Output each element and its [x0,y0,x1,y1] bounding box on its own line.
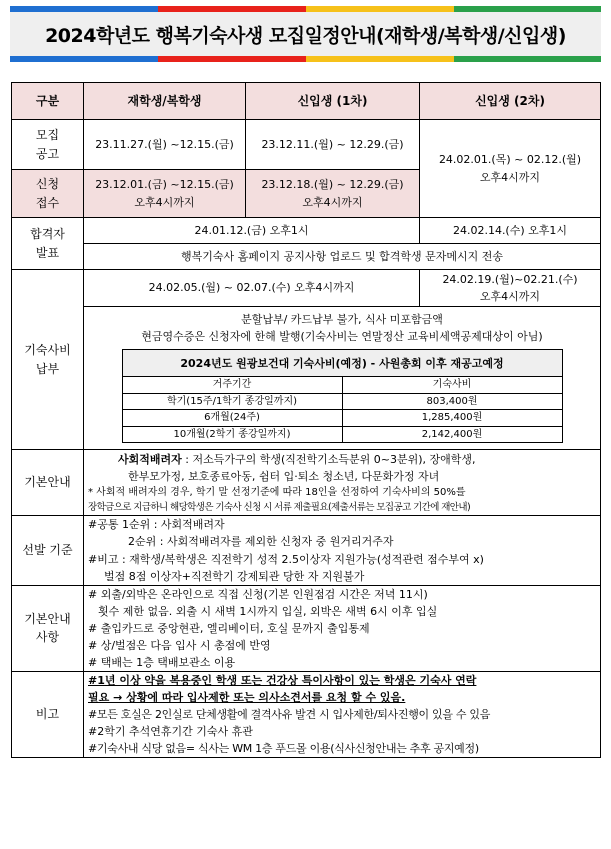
info-label: 기본안내 사항 [12,585,84,671]
result-row-1 [12,218,601,244]
table-row [122,393,562,410]
apply-label: 신청 접수 [12,170,84,218]
selection-line-4: 벌점 8점 이상자+직전학기 강제퇴관 당한 자 지원불가 [104,569,365,583]
header-freshman-1: 신입생 (1차) [246,83,420,120]
title-box [10,12,601,56]
basic-title: 사회적배려자 [118,453,182,467]
fee-note-1: 분할납부/ 카드납부 불가, 식사 미포함금액 [241,313,443,326]
selection-label: 선발 기준 [12,516,84,585]
header-returning: 재학생/복학생 [84,83,246,120]
title-banner [10,6,601,60]
fee-row-amount: 803,400원 [342,393,562,410]
fee-row-2 [12,307,601,450]
remarks-label: 비고 [12,671,84,757]
fee-details [84,307,601,450]
recruit-returning: 23.11.27.(월) ~12.15.(금) [84,120,246,170]
basic-label: 기본안내 [12,450,84,516]
fee-period-2: 24.02.19.(월)~02.21.(수) 오후4시까지 [420,270,601,307]
fee-period-1: 24.02.05.(월) ~ 02.07.(수) 오후4시까지 [84,270,420,307]
page-title: 2024학년도 행복기숙사생 모집일정안내(재학생/복학생/신입생) [45,24,566,47]
recruit-freshman-1: 23.12.11.(월) ~ 12.29.(금) [246,120,420,170]
info-line-1: # 외출/외박은 온라인으로 직접 신청(기본 인원점검 시간은 저녁 11시) [88,587,428,601]
fee-label: 기숙사비 납부 [12,270,84,450]
info-line-5: # 택배는 1층 택배보관소 이용 [88,655,236,669]
info-line-3: # 출입카드로 중앙현관, 엘리베이터, 호실 문까지 출입통제 [88,621,370,635]
fee-note-2: 현금영수증은 신청자에 한해 발행(기숙사비는 연말정산 교육비세액공제대상이 아님) [141,330,543,344]
selection-line-2: 2순위 : 사회적배려자를 제외한 신청자 중 원거리거주자 [128,535,394,549]
apply-returning: 23.12.01.(금) ~12.15.(금) 오후4시까지 [84,170,246,218]
fee-row-period: 10개월(2학기 종강일까지) [122,426,342,443]
remarks-line-3: #모든 호실은 2인실로 단체생활에 결격사유 발견 시 입사제한/퇴사진행이 있을 수 있음 [88,707,491,721]
table-row [122,426,562,443]
fee-row-amount: 1,285,400원 [342,410,562,427]
remarks-row [12,671,601,757]
fee-row-period: 6개월(24주) [122,410,342,427]
fee-table-title: 2024년도 원광보건대 기숙사비(예정) - 사원총회 이후 재공고예정 [122,350,562,377]
remarks-content [84,671,601,757]
result-label: 합격자 발표 [12,218,84,270]
basic-line-2: 한부모가정, 보호종료아동, 쉼터 입·퇴소 청소년, 다문화가정 자녀 [128,470,440,484]
apply-freshman-1: 23.12.18.(월) ~ 12.29.(금) 오후4시까지 [246,170,420,218]
fee-table-th-fee: 기숙사비 [342,377,562,394]
schedule-table [11,82,601,758]
header-category: 구분 [12,83,84,120]
selection-content [84,516,601,585]
info-content [84,585,601,671]
table-row [122,410,562,427]
remarks-line-4: #2학기 추석연휴기간 기숙사 휴관 [88,724,253,738]
fee-row-amount: 2,142,400원 [342,426,562,443]
round2-apply: 24.02.01.(목) ~ 02.12.(월) 오후4시까지 [420,120,601,218]
basic-line-4: 장학금으로 지급하니 해당학생은 기숙사 신청 시 서류 제출필요(제출서류는 모집공고 기간에 재안내) [88,501,471,513]
recruit-row [12,120,601,170]
selection-row [12,516,601,585]
basic-row [12,450,601,516]
result-date-2: 24.02.14.(수) 오후1시 [420,218,601,244]
fee-table-th-period: 거주기간 [122,377,342,394]
fee-row-period: 학기(15주/1학기 종강일까지) [122,393,342,410]
result-row-2 [12,244,601,270]
color-bar-bottom [10,56,601,62]
remarks-line-2: 필요 → 상황에 따라 입사제한 또는 의사소견서를 요청 할 수 있음. [88,690,406,704]
selection-line-1: #공통 1순위 : 사회적배려자 [88,518,225,532]
remarks-line-5: #기숙사내 식당 없음= 식사는 WM 1층 푸드몰 이용(식사신청안내는 추후 공지예정) [88,742,479,756]
info-row [12,585,601,671]
basic-line-1: : 저소득가구의 학생(직전학기소득분위 0~3분위), 장애학생, [181,453,476,467]
fee-table-header [122,377,562,394]
header-freshman-2: 신입생 (2차) [420,83,601,120]
recruit-label: 모집 공고 [12,120,84,170]
result-note: 행복기숙사 홈페이지 공지사항 업로드 및 합격학생 문자메시지 전송 [84,244,601,270]
fee-table [122,349,563,443]
fee-row-1 [12,270,601,307]
basic-content [84,450,601,516]
basic-line-3: * 사회적 배려자의 경우, 학기 말 선정기준에 따라 18인을 선정하여 기숙사비의 50%를 [88,487,466,499]
remarks-line-1: #1년 이상 약을 복용중인 학생 또는 건강상 특이사항이 있는 학생은 기숙사 연락 [88,673,477,687]
info-line-2: 횟수 제한 없음. 외출 시 새벽 1시까지 입실, 외박은 새벽 6시 이후 입실 [98,604,438,618]
header-row [12,83,601,120]
selection-line-3: #비고 : 재학생/복학생은 직전학기 성적 2.5이상자 지원가능(성적관련 점수부여 x) [88,552,484,566]
info-line-4: # 상/벌점은 다음 입사 시 총점에 반영 [88,638,271,652]
result-date-1: 24.01.12.(금) 오후1시 [84,218,420,244]
